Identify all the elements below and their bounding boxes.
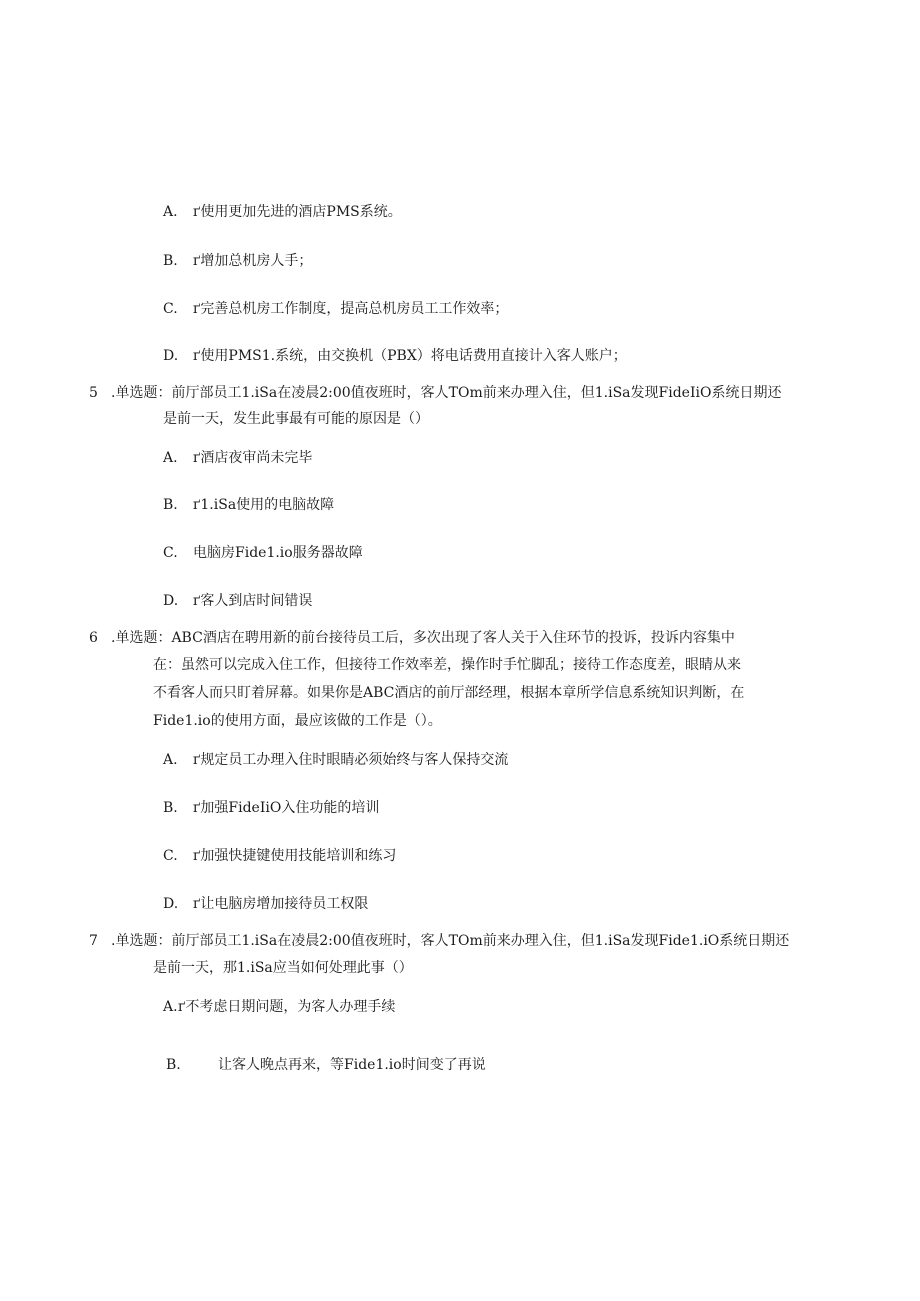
option-letter: D. [163,593,179,609]
option-letter: C. [163,301,178,317]
question-number: 6 [89,630,98,646]
option-text: ґ客人到店时间错误 [193,593,313,609]
option-text: ґ使用更加先进的酒店PMS系统。 [193,204,402,220]
question-stem-line: 不看客人而只盯着屏幕。如果你是ABC酒店的前厅部经理，根据本章所学信息系统知识判断，在 [153,685,745,701]
option-letter: B. [163,497,178,513]
option-text: ґ完善总机房工作制度，提高总机房员工工作效率； [193,301,509,317]
option-letter: B. [163,253,178,269]
question-stem-line: Fide1.io的使用方面，最应该做的工作是（）。 [153,713,442,729]
option-letter: D. [163,348,179,364]
option-letter: A. [163,204,178,220]
option-text: ґ1.iSa使用的电脑故障 [193,497,335,513]
option-text: ґ酒店夜审尚未完毕 [193,450,313,466]
option-text: ґ使用PMS1.系统，由交换机（PBX）将电话费用直接计入客人账户； [193,348,627,364]
question-number: 7 [89,933,98,949]
option-letter: C. [163,848,178,864]
question-stem-line: 是前一天，那1.iSa应当如何处理此事（） [153,960,413,976]
question-stem-line: .单选题：前厅部员工1.iSa在凌晨2:00值夜班时，客人TOm前来办理入住，但1.iSa发现Fide1.iO系统日期还 [111,933,790,949]
option-letter: D. [163,896,179,912]
option-text: ґ不考虑日期问题，为客人办理手续 [178,999,396,1015]
option-text: ґ加强FideIiO入住功能的培训 [193,800,380,816]
option-text: ґ加强快捷键使用技能培训和练习 [193,848,397,864]
option-text: ґ规定员工办理入住时眼睛必须始终与客人保持交流 [193,752,509,768]
option-text: ґ增加总机房人手； [193,253,313,269]
option-text: 电脑房Fide1.io服务器故障 [193,545,363,561]
option-letter: A. [163,999,178,1015]
question-stem-line: .单选题：前厅部员工1.iSa在凌晨2:00值夜班时，客人TOm前来办理入住，但1.iSa发现FideIiO系统日期还 [111,385,782,401]
option-letter: A. [163,450,178,466]
option-letter: B. [166,1057,181,1073]
option-text: ґ让电脑房增加接待员工权限 [193,896,369,912]
question-stem-line: 是前一天，发生此事最有可能的原因是（） [163,411,429,427]
option-letter: A. [163,752,178,768]
question-number: 5 [89,385,98,401]
question-stem-line: .单选题：ABC酒店在聘用新的前台接待员工后，多次出现了客人关于入住环节的投诉，投诉内容集中 [111,630,735,646]
question-stem-line: 在：虽然可以完成入住工作，但接待工作效率差，操作时手忙脚乱；接待工作态度差，眼睛从来 [153,657,741,673]
option-letter: B. [163,800,178,816]
option-text: 让客人晚点再来，等Fide1.io时间变了再说 [218,1057,486,1073]
option-letter: C. [163,545,178,561]
